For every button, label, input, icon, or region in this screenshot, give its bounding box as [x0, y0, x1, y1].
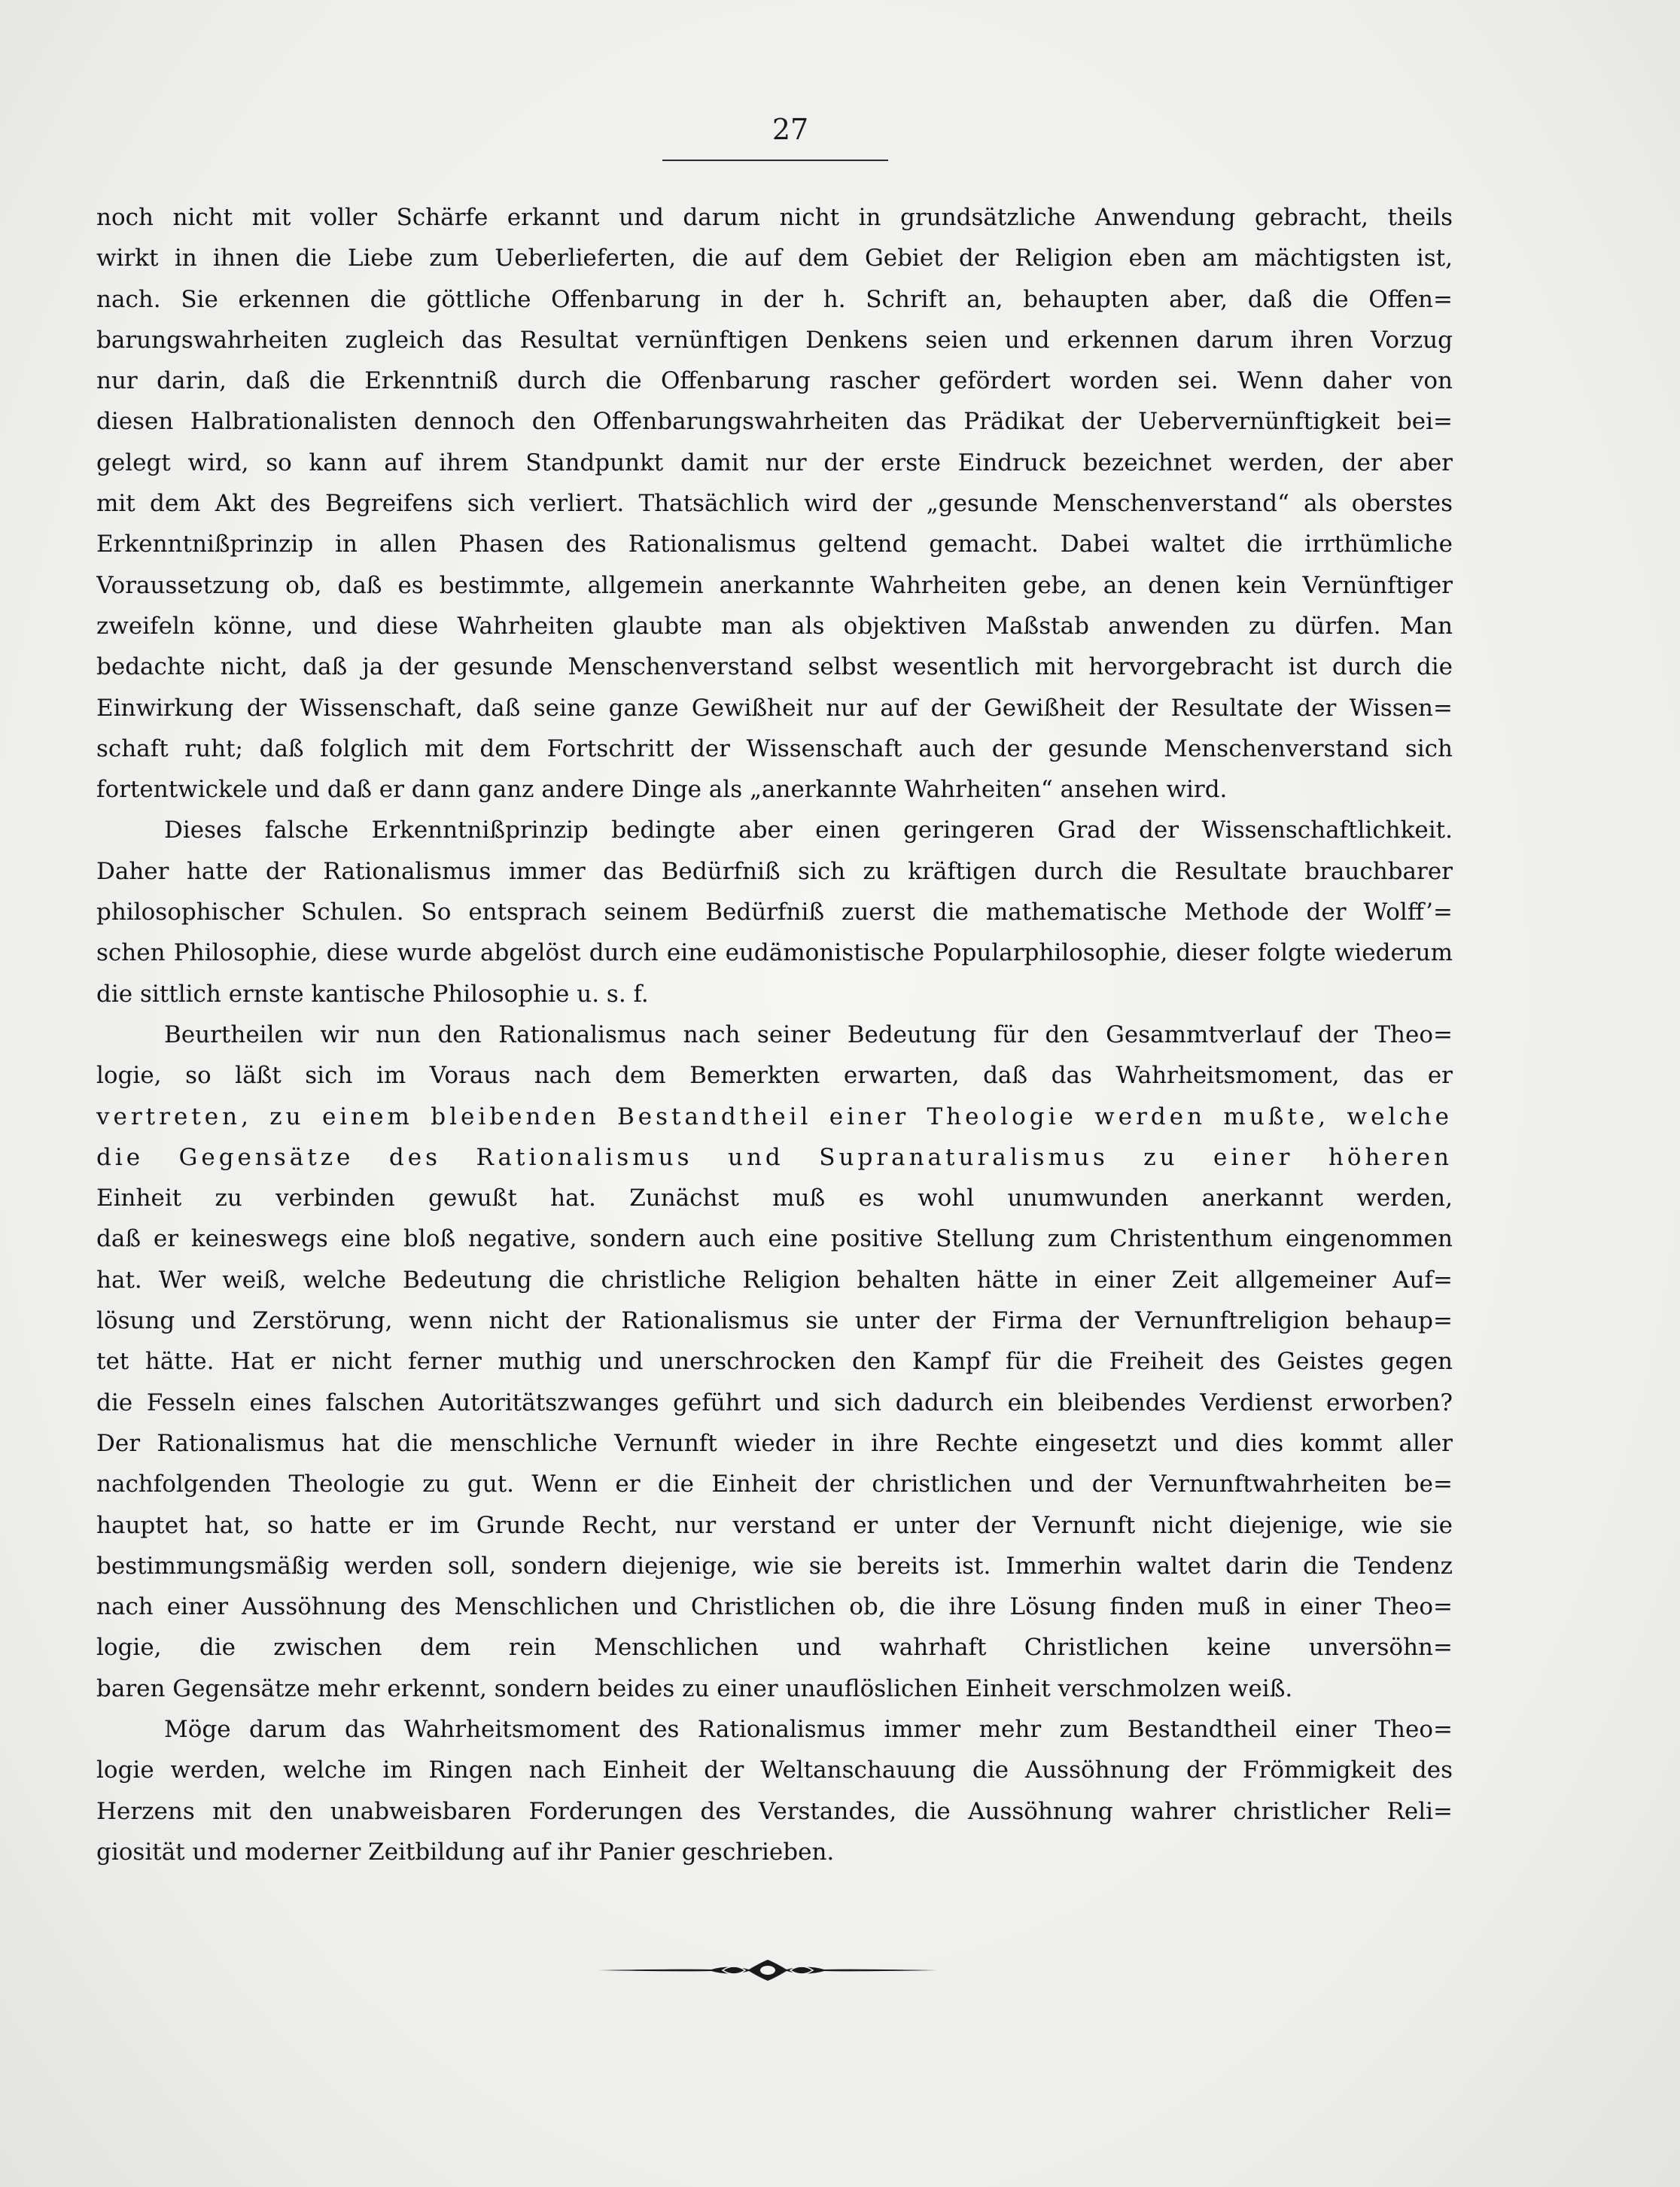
paragraph-4 [96, 1709, 1453, 1872]
text-line: Beurtheilen wir nun den Rationalismus nach seiner Bedeutung für den Gesammtverlauf der Theo= [164, 1020, 1453, 1048]
text-line: die Gegensätze des Rationalismus und Supranaturalismus zu einer höheren [96, 1143, 1453, 1171]
text-line: Einheit zu verbinden gewußt hat. Zunächst muß es wohl unumwunden anerkannt werden, [96, 1185, 1453, 1212]
page-number: 27 [772, 113, 809, 146]
text-line: bedachte nicht, daß ja der gesunde Menschenverstand selbst wesentlich mit hervorgebracht ist durch die [96, 653, 1453, 681]
text-line: nur darin, daß die Erkenntniß durch die Offenbarung rascher gefördert worden sei. Wenn daher von [96, 367, 1453, 395]
text-line: Voraussetzung ob, daß es bestimmte, allgemein anerkannte Wahrheiten gebe, an denen kein Vernünftiger [96, 571, 1453, 599]
text-line: mit dem Akt des Begreifens sich verliert. Thatsächlich wird der „gesunde Menschenverstand“ als oberstes [96, 490, 1453, 518]
text-line: fortentwickele und daß er dann ganz andere Dinge als „anerkannte Wahrheiten“ ansehen wird. [96, 776, 1228, 804]
text-line: daß er keineswegs eine bloß negative, sondern auch eine positive Stellung zum Christenthum eingenommen [96, 1225, 1453, 1253]
text-line: hauptet hat, so hatte er im Grunde Recht, nur verstand er unter der Vernunft nicht diejenige, wie sie [96, 1511, 1453, 1539]
ornamental-rule-icon [598, 1955, 937, 1985]
text-line: gelegt wird, so kann auf ihrem Standpunkt damit nur der erste Eindruck bezeichnet werden, der aber [96, 449, 1453, 476]
text-line: schen Philosophie, diese wurde abgelöst durch eine eudämonistische Popularphilosophie, dieser folgte wiederum [96, 939, 1453, 967]
text-line: Einwirkung der Wissenschaft, daß seine ganze Gewißheit nur auf der Gewißheit der Resultate der Wissen= [96, 694, 1453, 722]
text-line: logie, so läßt sich im Voraus nach dem Bemerkten erwarten, daß das Wahrheitsmoment, das er [96, 1062, 1453, 1090]
text-line: Daher hatte der Rationalismus immer das Bedürfniß sich zu kräftigen durch die Resultate brauchbarer [96, 857, 1453, 885]
paragraph-2 [96, 810, 1453, 1014]
text-line: diesen Halbrationalisten dennoch den Offenbarungswahrheiten das Prädikat der Uebervernünftigkeit bei= [96, 408, 1453, 436]
text-line: tet hätte. Hat er nicht ferner muthig und unerschrocken den Kampf für die Freiheit des Geistes gegen [96, 1348, 1453, 1376]
text-line: Erkenntnißprinzip in allen Phasen des Rationalismus geltend gemacht. Dabei waltet die irrthümliche [96, 531, 1453, 558]
text-line: logie, die zwischen dem rein Menschlichen und wahrhaft Christlichen keine unversöhn= [96, 1634, 1453, 1662]
text-line: vertreten, zu einem bleibenden Bestandtheil einer Theologie werden mußte, welche [96, 1103, 1453, 1130]
paragraph-3 [96, 1014, 1453, 1709]
header-rule [662, 160, 888, 161]
text-line: noch nicht mit voller Schärfe erkannt und darum nicht in grundsätzliche Anwendung gebracht, theils [96, 204, 1453, 231]
text-line: die sittlich ernste kantische Philosophie u. s. f. [96, 980, 649, 1008]
text-line: bestimmungsmäßig werden soll, sondern diejenige, wie sie bereits ist. Immerhin waltet darin die Tendenz [96, 1552, 1453, 1580]
paragraph-1 [96, 197, 1453, 810]
text-line: nach einer Aussöhnung des Menschlichen und Christlichen ob, die ihre Lösung finden muß in einer Theo= [96, 1593, 1453, 1621]
text-line: lösung und Zerstörung, wenn nicht der Rationalismus sie unter der Firma der Vernunftreligion behaup= [96, 1307, 1453, 1335]
text-line: nach. Sie erkennen die göttliche Offenbarung in der h. Schrift an, behaupten aber, daß die Offen= [96, 285, 1453, 313]
text-line: schaft ruht; daß folglich mit dem Fortschritt der Wissenschaft auch der gesunde Menschenverstand sich [96, 735, 1453, 762]
text-line: Dieses falsche Erkenntnißprinzip bedingte aber einen geringeren Grad der Wissenschaftlichkeit. [164, 817, 1453, 844]
text-line: philosophischer Schulen. So entsprach seinem Bedürfniß zuerst die mathematische Methode der Wolff’= [96, 899, 1453, 926]
text-line: Möge darum das Wahrheitsmoment des Rationalismus immer mehr zum Bestandtheil einer Theo= [164, 1715, 1453, 1743]
text-line: logie werden, welche im Ringen nach Einheit der Weltanschauung die Aussöhnung der Frömmigkeit des [96, 1757, 1453, 1784]
text-line: zweifeln könne, und diese Wahrheiten glaubte man als objektiven Maßstab anwenden zu dürfen. Man [96, 612, 1453, 640]
text-line: giosität und moderner Zeitbildung auf ihr Panier geschrieben. [96, 1838, 835, 1866]
text-line: die Fesseln eines falschen Autoritätszwanges geführt und sich dadurch ein bleibendes Verdienst erworben? [96, 1389, 1453, 1416]
text-line: barungswahrheiten zugleich das Resultat vernünftigen Denkens seien und erkennen darum ihren Vorzug [96, 326, 1453, 354]
text-line: nachfolgenden Theologie zu gut. Wenn er die Einheit der christlichen und der Vernunftwahrheiten be= [96, 1471, 1453, 1498]
text-line: wirkt in ihnen die Liebe zum Ueberlieferten, die auf dem Gebiet der Religion eben am mächtigsten ist, [96, 245, 1453, 272]
body-text [96, 197, 1453, 1872]
text-line: Der Rationalismus hat die menschliche Vernunft wieder in ihre Rechte eingesetzt und dies kommt aller [96, 1429, 1453, 1457]
text-line: hat. Wer weiß, welche Bedeutung die christliche Religion behalten hätte in einer Zeit allgemeiner Auf= [96, 1266, 1453, 1294]
text-line: baren Gegensätze mehr erkennt, sondern beides zu einer unauflöslichen Einheit verschmolzen weiß. [96, 1674, 1293, 1702]
text-line: Herzens mit den unabweisbaren Forderungen des Verstandes, die Aussöhnung wahrer christlicher Reli= [96, 1797, 1453, 1825]
